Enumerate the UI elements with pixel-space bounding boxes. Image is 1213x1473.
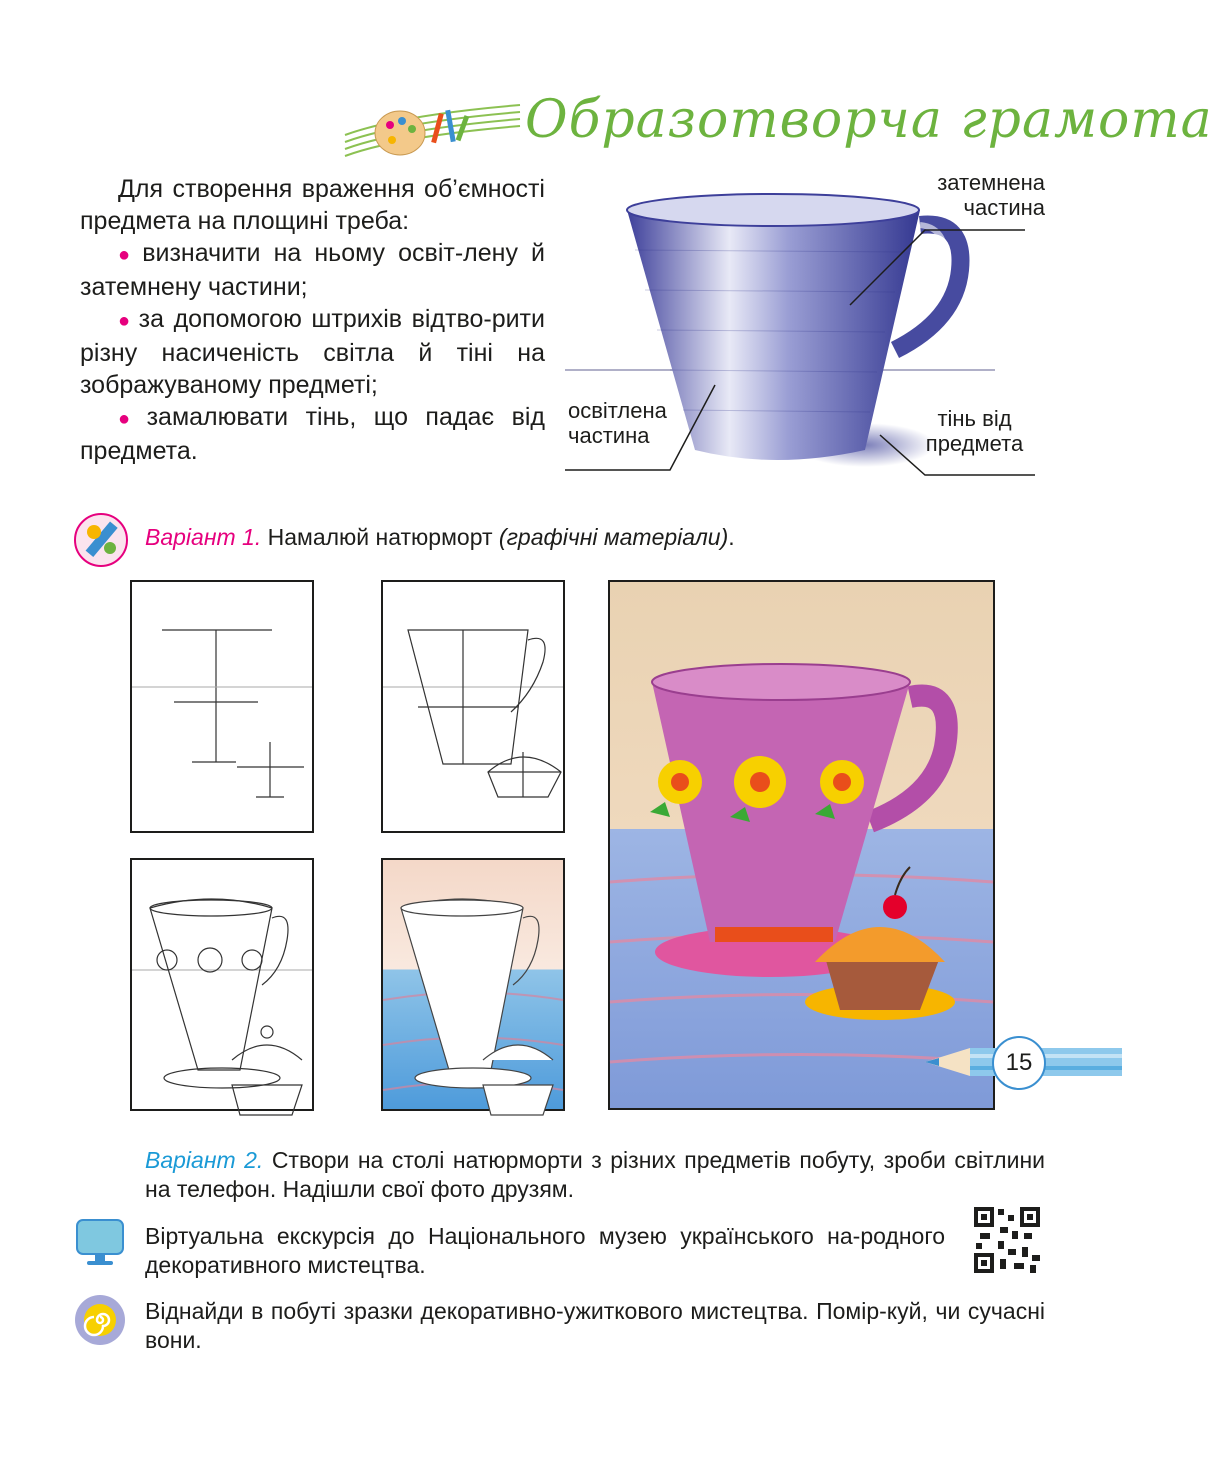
- virtual-tour-link[interactable]: Віртуальна екскурсія до Національного музею українського на-родного декоративного мистецтва.: [145, 1223, 945, 1278]
- label-light-part: освітлена частина: [568, 398, 667, 448]
- variant1-task: Варіант 1. Намалюй натюрморт (графічні матеріали).: [145, 524, 735, 550]
- intro-bullet-1: ● визначити на ньому освіт-лену й затемнену частини;: [80, 239, 545, 301]
- final-still-life-painting: [608, 580, 995, 1110]
- qr-code-icon[interactable]: [972, 1205, 1042, 1275]
- intro-lead: Для створення враження об’ємності предмета на площині треба:: [80, 175, 545, 235]
- monitor-icon: [75, 1218, 125, 1268]
- pencil-flower-icon: [72, 512, 130, 568]
- section-title: Образотворча грамота: [525, 90, 1213, 150]
- step-2-sketch: [381, 580, 565, 833]
- label-shadow: тінь від предмета: [925, 406, 1024, 456]
- step-3-sketch: [130, 858, 314, 1111]
- intro-text: [80, 173, 545, 467]
- header-icon: [340, 95, 525, 165]
- page-number: 15: [992, 1036, 1046, 1090]
- label-dark-part: затемнена частина: [937, 170, 1045, 220]
- intro-bullet-3: ● замалювати тінь, що падає від предмета.: [80, 403, 545, 465]
- reflect-task: Віднайди в побуті зразки декоративно-ужиткового мистецтва. Помір-куй, чи сучасні вони.: [145, 1298, 1045, 1353]
- variant2-task: Варіант 2. Створи на столі натюрморти з різних предметів побуту, зроби світлини на телефон. Надішли свої фото друзям.: [145, 1147, 1045, 1202]
- spiral-icon: [73, 1293, 127, 1347]
- intro-bullet-2: ● за допомогою штрихів відтво-рити різну насиченість світла й тіні на зображуваному предметі;: [80, 305, 545, 399]
- step-4-sketch: [381, 858, 565, 1111]
- step-1-sketch: [130, 580, 314, 833]
